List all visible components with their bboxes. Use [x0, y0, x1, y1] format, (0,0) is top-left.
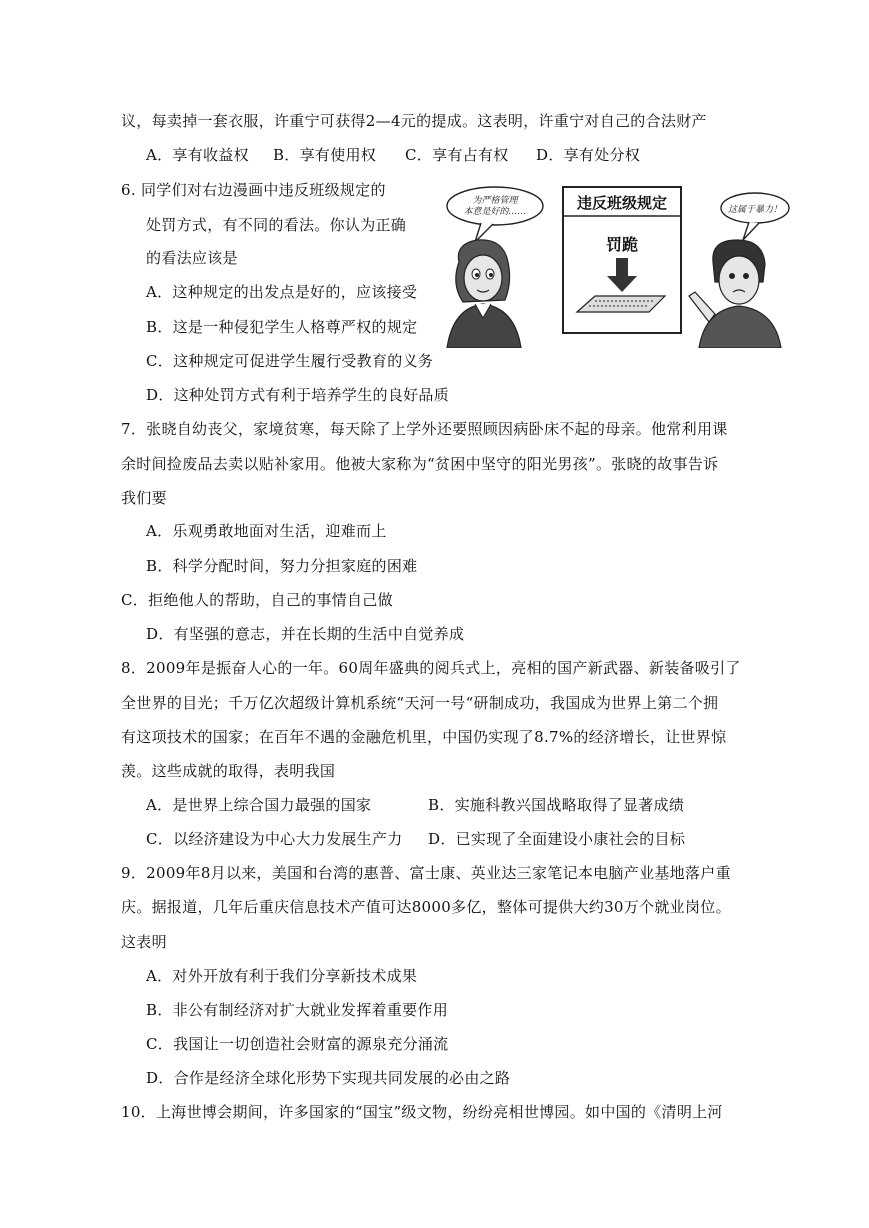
q6-option-c: C．这种规定可促进学生履行受教育的义务	[146, 352, 434, 370]
q9-option-a: A．对外开放有利于我们分享新技术成果	[146, 967, 418, 985]
q7-option-b: B．科学分配时间，努力分担家庭的困难	[146, 557, 418, 575]
q8-option-d: D．已实现了全面建设小康社会的目标	[428, 830, 686, 848]
left-bubble-text-1: 为严格管理	[472, 196, 518, 206]
right-bubble-text: 这属于暴力！	[727, 205, 783, 215]
q9-line-2: 庆。据报道，几年后重庆信息技术产值可达8000多亿，整体可提供大约30万个就业岗位。	[121, 898, 731, 916]
left-bubble-text-2: 本意是好的……	[463, 207, 527, 217]
sign-subtitle: 罚跪	[605, 235, 639, 254]
sign-title: 违反班级规定	[576, 194, 668, 212]
q6-line-1: 6. 同学们对右边漫画中违反班级规定的	[121, 181, 386, 199]
q6-option-b: B．这是一种侵犯学生人格尊严权的规定	[146, 318, 418, 336]
q9-line-3: 这表明	[121, 933, 167, 951]
q9-line-1: 9．2009年8月以来，美国和台湾的惠普、富士康、英业达三家笔记本电脑产业基地落户重	[121, 864, 731, 882]
q5-option-c: C．享有占有权	[405, 146, 509, 164]
q7-option-d: D．有坚强的意志，并在长期的生活中自觉养成	[146, 625, 465, 643]
q6-option-a: A．这种规定的出发点是好的，应该接受	[146, 283, 418, 301]
girl-figure	[447, 240, 521, 348]
q8-line-1: 8．2009年是振奋人心的一年。60周年盛典的阅兵式上，亮相的国产新武器、新装备吸引了	[121, 659, 741, 677]
q6-line-3: 的看法应该是	[146, 249, 238, 267]
q6-option-d: D．这种处罚方式有利于培养学生的良好品质	[146, 386, 450, 404]
q9-option-c: C．我国让一切创造社会财富的源泉充分涌流	[146, 1035, 449, 1053]
q5-option-a: A．享有收益权	[146, 146, 249, 164]
q8-option-b: B．实施科教兴国战略取得了显著成绩	[428, 796, 685, 814]
q7-line-3: 我们要	[121, 489, 167, 507]
cartoon-illustration	[437, 184, 793, 348]
q8-line-3: 有这项技术的国家；在百年不遇的金融危机里，中国仍实现了8.7%的经济增长，让世界惊	[121, 728, 727, 746]
q10-line-1: 10．上海世博会期间，许多国家的“国宝”级文物，纷纷亮相世博园。如中国的《清明上河	[121, 1103, 723, 1121]
q7-line-1: 7．张晓自幼丧父，家境贫寒，每天除了上学外还要照顾因病卧床不起的母亲。他常利用课	[121, 420, 728, 438]
q7-option-a: A．乐观勇敢地面对生活，迎难而上	[146, 522, 387, 540]
q9-option-d: D．合作是经济全球化形势下实现共同发展的必由之路	[146, 1069, 511, 1087]
q7-line-2: 余时间捡废品去卖以贴补家用。他被大家称为“贫困中坚守的阳光男孩”。张晓的故事告诉	[121, 455, 719, 473]
q6-line-2: 处罚方式，有不同的看法。你认为正确	[146, 216, 407, 234]
q8-line-4: 羡。这些成就的取得，表明我国	[121, 762, 336, 780]
left-speech-bubble	[447, 187, 543, 225]
q5-option-b: B．享有使用权	[273, 146, 377, 164]
q8-option-a: A．是世界上综合国力最强的国家	[146, 796, 372, 814]
q7-option-c: C．拒绝他人的帮助，自己的事情自己做	[121, 591, 393, 609]
q5-text: 议，每卖掉一套衣服，许重宁可获得2—4元的提成。这表明，许重宁对自己的合法财产	[121, 112, 707, 130]
q8-option-c: C．以经济建设为中心大力发展生产力	[146, 830, 403, 848]
boy-figure	[689, 240, 781, 348]
q9-option-b: B．非公有制经济对扩大就业发挥着重要作用	[146, 1001, 449, 1019]
q8-line-2: 全世界的目光；千万亿次超级计算机系统“天河一号“研制成功，我国成为世界上第二个拥	[121, 694, 719, 712]
q5-option-d: D．享有处分权	[536, 146, 641, 164]
